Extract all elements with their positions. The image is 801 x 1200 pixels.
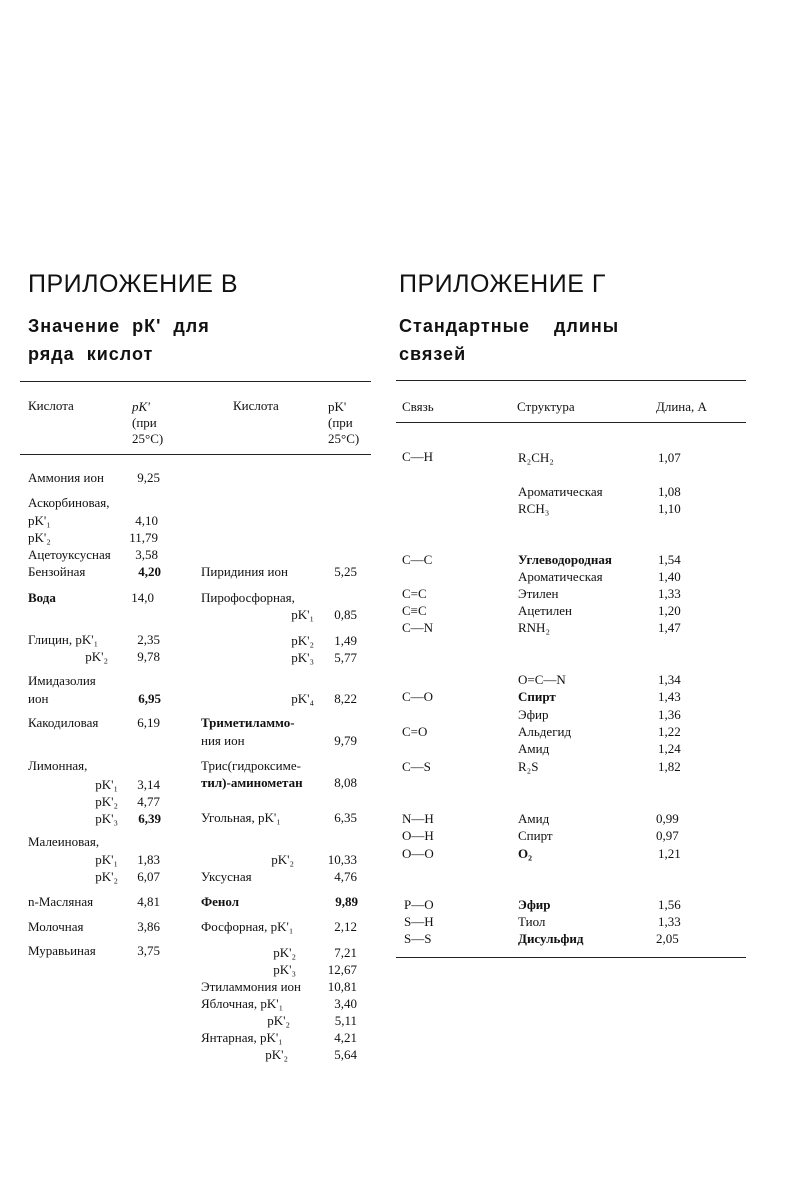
table-g-header-rule: [396, 422, 746, 423]
table-row-value: 9,78: [137, 649, 160, 664]
structure-cell: R₂S: [518, 759, 539, 774]
table-row-label: тил)-аминометан: [201, 775, 303, 790]
table-row-label: Глицин, pK'₁: [28, 632, 99, 647]
table-row-label: Лимонная,: [28, 758, 88, 773]
table-row-value: 1,83: [137, 852, 160, 867]
table-row-label: Этиламмония ион: [201, 979, 301, 994]
table-row-value: 6,19: [137, 715, 160, 730]
table-row-value: 6,07: [137, 869, 160, 884]
table-row-value: 5,25: [334, 564, 357, 579]
table-row-value: 2,12: [334, 919, 357, 934]
table-row-value: 11,79: [129, 530, 158, 545]
length-cell: 1,43: [658, 689, 681, 704]
table-row-value: 6,39: [138, 811, 161, 826]
length-cell: 1,82: [658, 759, 681, 774]
table-row-label: Яблочная, pK'₁: [201, 996, 284, 1011]
table-row-label: Вода: [28, 590, 56, 605]
appendix-g-subtitle: [399, 312, 619, 368]
structure-cell: RCH₃: [518, 501, 550, 516]
bond-cell: С≡С: [402, 603, 427, 618]
table-row-value: 6,95: [138, 691, 161, 706]
table-row-value: 14,0: [131, 590, 154, 605]
table-row-label: Пиридиния ион: [201, 564, 288, 579]
length-cell: 1,40: [658, 569, 681, 584]
table-row-value: 3,75: [137, 943, 160, 958]
length-cell: 1,07: [658, 450, 681, 465]
length-cell: 2,05: [656, 931, 679, 946]
table-row-label: Трис(гидроксиме-: [201, 758, 301, 773]
table-row-value: 9,79: [334, 733, 357, 748]
table-row-label: Аскорбиновая,: [28, 495, 110, 510]
length-cell: 1,33: [658, 914, 681, 929]
structure-cell: Альдегид: [518, 724, 572, 739]
header-pk-left-3: 25°С): [132, 431, 164, 446]
table-row-label: Уксусная: [201, 869, 252, 884]
bond-cell: S—Н: [404, 914, 434, 929]
structure-cell: R₂CH₂: [518, 450, 554, 465]
structure-cell: О=С—N: [518, 672, 566, 687]
table-b-top-rule: [20, 381, 371, 382]
length-cell: 1,33: [658, 586, 681, 601]
structure-cell: Спирт: [518, 689, 556, 704]
length-cell: 1,24: [658, 741, 681, 756]
length-cell: 1,34: [658, 672, 681, 687]
header-bond: Связь: [402, 399, 434, 414]
table-row-value: 5,77: [334, 650, 357, 665]
table-row-value: 3,14: [137, 777, 160, 792]
table-row-label: pK'₃: [291, 650, 314, 665]
table-row-value: 10,33: [327, 852, 357, 867]
bond-cell: Р—О: [404, 897, 434, 912]
header-length: Длина, А: [656, 399, 707, 414]
table-row-label: Пирофосфорная,: [201, 590, 295, 605]
appendix-b-subtitle-line1: Значение рК' для: [28, 316, 210, 336]
table-row-label: Малеиновая,: [28, 834, 100, 849]
table-row-value: 4,20: [138, 564, 161, 579]
header-pk-right-1: pK': [328, 399, 347, 414]
bond-cell: С—С: [402, 552, 433, 567]
table-row-value: 9,25: [137, 470, 160, 485]
table-row-label: Фенол: [201, 894, 240, 909]
length-cell: 1,54: [658, 552, 681, 567]
table-row-value: 5,11: [334, 1013, 357, 1028]
structure-cell: RNH₂: [518, 620, 550, 635]
bond-cell: С—N: [402, 620, 434, 635]
table-row-value: 3,86: [137, 919, 160, 934]
table-row-value: 3,58: [135, 547, 158, 562]
table-row-value: 5,64: [334, 1047, 357, 1062]
table-row-value: 2,35: [137, 632, 160, 647]
table-row-label: Угольная, pK'₁: [201, 810, 281, 825]
table-row-label: pK'₁: [95, 852, 118, 867]
table-row-label: Янтарная, pK'₁: [201, 1030, 283, 1045]
length-cell: 1,21: [658, 846, 681, 861]
table-row-label: Какодиловая: [28, 715, 99, 730]
table-row-value: 8,08: [334, 775, 357, 790]
table-row-label: Ацетоуксусная: [28, 547, 111, 562]
table-row-label: pK'₂: [291, 633, 314, 648]
table-row-label: pK'₃: [273, 962, 296, 977]
header-pk-left-2: (при: [132, 415, 157, 430]
bond-cell: О—Н: [402, 828, 434, 843]
table-row-label: Бензойная: [28, 564, 86, 579]
table-row-value: 9,89: [335, 894, 358, 909]
table-row-label: pK'₁: [95, 777, 118, 792]
length-cell: 0,97: [656, 828, 679, 843]
table-row-label: Фосфорная, pK'₁: [201, 919, 294, 934]
structure-cell: Этилен: [518, 586, 559, 601]
table-row-value: 4,76: [334, 869, 357, 884]
structure-cell: Ароматическая: [518, 569, 603, 584]
header-pk-left-1: pK': [132, 399, 150, 414]
table-row-value: 10,81: [327, 979, 357, 994]
bond-cell: S—S: [404, 931, 432, 946]
table-row-label: pK'₂: [95, 794, 118, 809]
table-row-value: 4,81: [137, 894, 160, 909]
table-row-value: 4,77: [137, 794, 160, 809]
table-row-label: ион: [28, 691, 49, 706]
table-row-label: Имидазолия: [28, 673, 96, 688]
table-row-label: n-Масляная: [28, 894, 94, 909]
table-row-value: 6,35: [334, 810, 357, 825]
structure-cell: Амид: [518, 811, 550, 826]
structure-cell: Тиол: [518, 914, 546, 929]
table-row-value: 4,21: [334, 1030, 357, 1045]
table-row-label: pK'₂: [267, 1013, 290, 1028]
table-row-label: pK'₂: [271, 852, 294, 867]
header-pk-right-2: (при: [328, 415, 353, 430]
bond-cell: N—Н: [402, 811, 434, 826]
length-cell: 1,10: [658, 501, 681, 516]
structure-cell: Ароматическая: [518, 484, 603, 499]
structure-cell: Эфир: [518, 707, 549, 722]
bond-cell: С=О: [402, 724, 428, 739]
table-row-label: pK'₁: [28, 513, 51, 528]
structure-cell: Углеводородная: [518, 552, 612, 567]
table-row-value: 4,10: [135, 513, 158, 528]
table-row-value: 8,22: [334, 691, 357, 706]
length-cell: 1,47: [658, 620, 681, 635]
header-acid-right: Кислота: [233, 398, 279, 413]
structure-cell: Эфир: [518, 897, 551, 912]
table-row-value: 0,85: [334, 607, 357, 622]
table-row-value: 3,40: [334, 996, 357, 1011]
table-row-label: pK'₂: [28, 530, 51, 545]
appendix-b-title: ПРИЛОЖЕНИЕ В: [28, 270, 238, 298]
table-row-value: 12,67: [327, 962, 357, 977]
table-g-bottom-rule: [396, 957, 746, 958]
table-row-label: pK'₃: [95, 811, 118, 826]
header-pk-right-3: 25°С): [328, 431, 360, 446]
table-row-label: pK'₁: [291, 607, 314, 622]
table-row-value: 1,49: [334, 633, 357, 648]
structure-cell: Спирт: [518, 828, 553, 843]
table-row-label: pK'₂: [265, 1047, 288, 1062]
table-row-label: Аммония ион: [28, 470, 104, 485]
length-cell: 1,56: [658, 897, 681, 912]
bond-cell: С—Н: [402, 449, 434, 464]
table-row-label: Муравьиная: [28, 943, 96, 958]
table-b-header-rule: [20, 454, 371, 455]
structure-cell: Дисульфид: [518, 931, 584, 946]
header-structure: Структура: [517, 399, 575, 414]
length-cell: 1,22: [658, 724, 681, 739]
bond-cell: О—О: [402, 846, 434, 861]
bond-cell: С—S: [402, 759, 431, 774]
length-cell: 1,36: [658, 707, 681, 722]
table-row-label: Триметиламмо-: [201, 715, 295, 730]
bond-cell: С=С: [402, 586, 427, 601]
table-row-label: Молочная: [28, 919, 84, 934]
length-cell: 0,99: [656, 811, 679, 826]
table-row-value: 7,21: [334, 945, 357, 960]
table-row-label: ния ион: [201, 733, 245, 748]
structure-cell: О₂: [518, 846, 533, 861]
table-row-label: pK'₂: [273, 945, 296, 960]
appendix-g-title: ПРИЛОЖЕНИЕ Г: [399, 270, 606, 298]
table-row-label: pK'₄: [291, 691, 314, 706]
appendix-g-subtitle-line2: связей: [399, 344, 467, 364]
table-row-label: pK'₂: [95, 869, 118, 884]
bond-cell: С—О: [402, 689, 434, 704]
structure-cell: Амид: [518, 741, 550, 756]
appendix-g-subtitle-line1: Стандартные длины: [399, 316, 620, 336]
length-cell: 1,20: [658, 603, 681, 618]
header-acid-left: Кислота: [28, 398, 74, 413]
table-g-top-rule: [396, 380, 746, 381]
appendix-b-subtitle: [28, 312, 210, 368]
structure-cell: Ацетилен: [518, 603, 572, 618]
appendix-b-subtitle-line2: ряда кислот: [28, 344, 154, 364]
table-row-label: pK'₂: [85, 649, 108, 664]
length-cell: 1,08: [658, 484, 681, 499]
